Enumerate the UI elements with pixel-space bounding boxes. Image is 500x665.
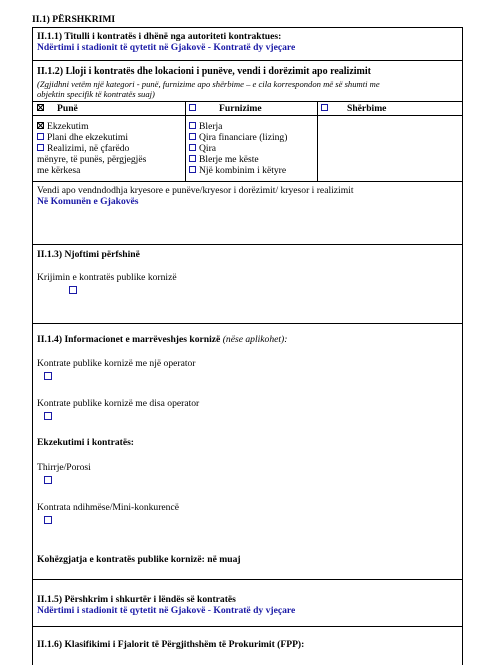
furn-option-keste[interactable]: Blerje me këste bbox=[189, 154, 259, 165]
s112-heading: II.1.2) Lloji i kontratës dhe lokacioni i punëve, vendi i dorëzimit apo realizimit bbox=[37, 66, 371, 77]
furn-option-lizing[interactable]: Qira financiare (lizing) bbox=[189, 132, 287, 143]
col-furnizime[interactable]: Furnizime bbox=[189, 103, 262, 114]
divider bbox=[32, 626, 463, 627]
pune-option-realizimi-line2: mënyre, të punës, përgjegjës bbox=[37, 154, 147, 165]
qira-checkbox[interactable] bbox=[189, 144, 196, 151]
s115-heading: II.1.5) Përshkrim i shkurtër i lëndës së kontratës bbox=[37, 594, 236, 605]
ekzekutim-checkbox-checked[interactable] bbox=[37, 122, 44, 129]
col-divider bbox=[317, 101, 318, 181]
furn-option-qira[interactable]: Qira bbox=[189, 143, 216, 154]
divider bbox=[32, 101, 463, 102]
order-checkbox[interactable] bbox=[44, 476, 52, 484]
s112-note-line2: objektin specifik të kontratës suaj) bbox=[37, 89, 155, 99]
frame-right bbox=[462, 27, 463, 665]
pune-option-realizimi[interactable]: Realizimi, në çfarëdo bbox=[37, 143, 129, 154]
furnizime-checkbox[interactable] bbox=[189, 104, 196, 111]
section-title: II.1) PËRSHKRIMI bbox=[32, 14, 116, 25]
plani-checkbox[interactable] bbox=[37, 133, 44, 140]
framework-contract-checkbox[interactable] bbox=[69, 286, 77, 294]
col-divider bbox=[185, 101, 186, 181]
keste-checkbox[interactable] bbox=[189, 155, 196, 162]
s112-note-line1: (Zgjidhni vetëm një kategori - punë, furnizime apo shërbime – e cila korrespondon më së shumti me bbox=[37, 79, 380, 89]
s114-exec-heading: Ekzekutimi i kontratës: bbox=[37, 437, 135, 448]
many-operators-checkbox[interactable] bbox=[44, 412, 52, 420]
divider bbox=[32, 244, 463, 245]
s114-opt-order: Thirrje/Porosi bbox=[37, 462, 91, 473]
sherbime-checkbox[interactable] bbox=[321, 104, 328, 111]
divider bbox=[32, 323, 463, 324]
location-value: Në Komunën e Gjakovës bbox=[37, 196, 139, 207]
s114-heading-row bbox=[37, 334, 287, 345]
s115-value: Ndërtimi i stadionit të qytetit në Gjakovë - Kontratë dy vjeçare bbox=[37, 605, 296, 616]
divider bbox=[32, 60, 463, 61]
location-label: Vendi apo vendndodhja kryesore e punëve/kryesor i dorëzimit/ kryesor i realizimit bbox=[37, 185, 354, 196]
s113-option: Krijimin e kontratës publike kornizë bbox=[37, 272, 177, 283]
s114-heading-note: (nëse aplikohet): bbox=[222, 334, 288, 345]
s114-opt-many: Kontrate publike kornizë me disa operator bbox=[37, 398, 200, 409]
s114-opt-one: Kontrate publike kornizë me një operator bbox=[37, 358, 196, 369]
one-operator-checkbox[interactable] bbox=[44, 372, 52, 380]
lizing-checkbox[interactable] bbox=[189, 133, 196, 140]
s114-heading: II.1.4) Informacionet e marrëveshjes kornizë bbox=[37, 334, 221, 345]
s111-heading: II.1.1) Titulli i kontratës i dhënë nga autoriteti kontraktues: bbox=[37, 31, 282, 42]
blerja-checkbox[interactable] bbox=[189, 122, 196, 129]
kombinim-checkbox[interactable] bbox=[189, 166, 196, 173]
s111-value: Ndërtimi i stadionit të qytetit në Gjakovë - Kontratë dy vjeçare bbox=[37, 42, 296, 53]
frame-top bbox=[32, 27, 463, 28]
s113-heading: II.1.3) Njoftimi përfshinë bbox=[37, 249, 140, 260]
realizimi-checkbox[interactable] bbox=[37, 144, 44, 151]
pune-checkbox-checked[interactable] bbox=[37, 104, 44, 111]
col-pune[interactable]: Punë bbox=[37, 103, 78, 114]
furn-option-kombinim[interactable]: Një kombinim i këtyre bbox=[189, 165, 286, 176]
s114-opt-mini: Kontrata ndihmëse/Mini-konkurencë bbox=[37, 502, 179, 513]
s114-duration: Kohëzgjatja e kontratës publike kornizë: në muaj bbox=[37, 554, 241, 565]
col-sherbime[interactable]: Shërbime bbox=[321, 103, 386, 114]
frame-left bbox=[32, 27, 33, 665]
furn-option-blerja[interactable]: Blerja bbox=[189, 121, 222, 132]
pune-option-ekzekutim[interactable]: Ekzekutim bbox=[37, 121, 89, 132]
divider bbox=[32, 579, 463, 580]
divider bbox=[32, 115, 463, 116]
pune-option-realizimi-line3: me kërkesa bbox=[37, 165, 81, 176]
s116-heading: II.1.6) Klasifikimi i Fjalorit të Përgjithshëm të Prokurimit (FPP): bbox=[37, 639, 305, 650]
divider bbox=[32, 181, 463, 182]
mini-competition-checkbox[interactable] bbox=[44, 516, 52, 524]
pune-option-plani[interactable]: Plani dhe ekzekutimi bbox=[37, 132, 128, 143]
